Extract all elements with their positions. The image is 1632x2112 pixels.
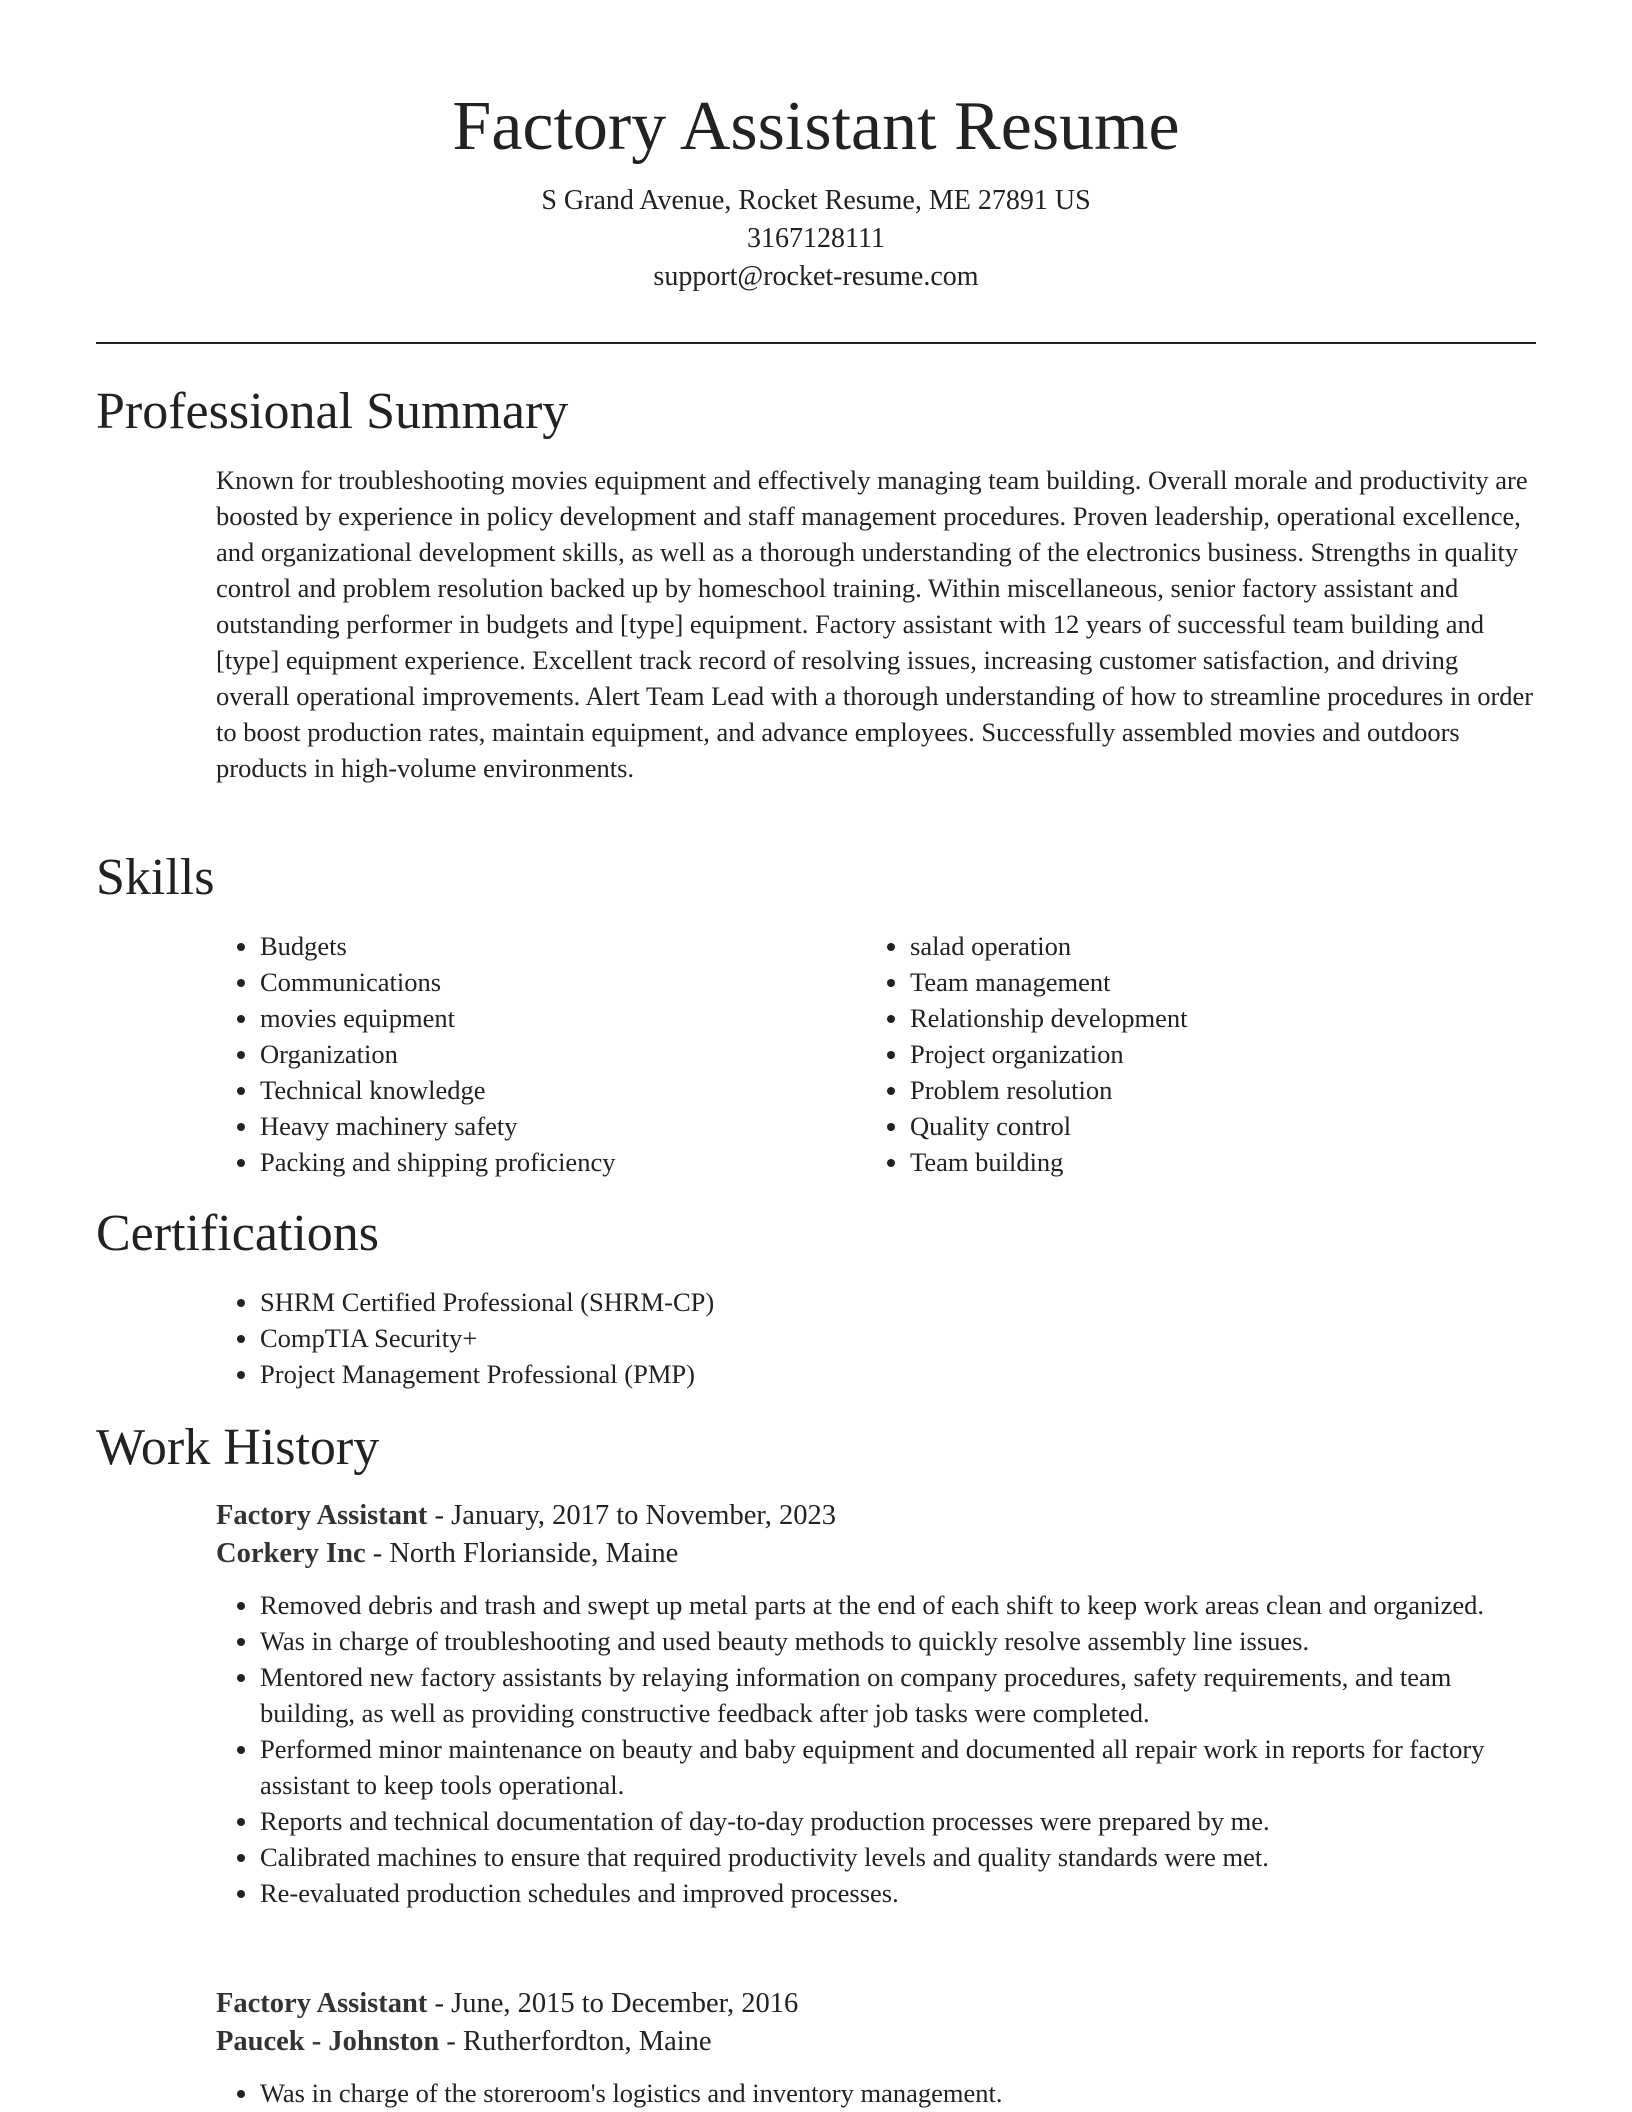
job-entry [216, 1497, 1536, 1911]
skills-column-left [216, 928, 866, 1180]
skills-list [216, 928, 1536, 1180]
summary-heading: Professional Summary [96, 383, 569, 440]
job-bullet: • Performed minor maintenance on beauty and baby equipment and documented all repair work in reports for factory assistant to keep tools operational. [260, 1731, 1536, 1803]
job-company-line [216, 1535, 1536, 1573]
job-company: Corkery Inc [216, 1538, 366, 1569]
work-history-heading: Work History [96, 1419, 380, 1476]
job-bullet: • Calibrated machines to ensure that required productivity levels and quality standards were met. [260, 1839, 1536, 1875]
skill-item: • Project organization [910, 1036, 1516, 1072]
skills-heading: Skills [96, 849, 215, 906]
certifications-list [216, 1284, 1536, 1392]
header-divider [96, 342, 1536, 344]
job-bullet: • Was in charge of the storeroom's logistics and inventory management. [260, 2075, 1536, 2111]
job-title: Factory Assistant [216, 1500, 428, 1531]
job-bullet: • Mentored new factory assistants by relaying information on company procedures, safety requirements, and team building, as well as providing constructive feedback after job tasks were completed. [260, 1659, 1536, 1731]
certification-item: • CompTIA Security+ [260, 1320, 1536, 1356]
job-dates: - June, 2015 to December, 2016 [427, 1988, 799, 2019]
skill-item: • Heavy machinery safety [260, 1108, 866, 1144]
skill-item: • Budgets [260, 928, 866, 964]
job-bullet: • Removed debris and trash and swept up metal parts at the end of each shift to keep work areas clean and organized. [260, 1587, 1536, 1623]
skill-item: • Quality control [910, 1108, 1516, 1144]
job-dates: - January, 2017 to November, 2023 [427, 1500, 836, 1531]
resume-header [0, 0, 1632, 296]
skill-item: • Communications [260, 964, 866, 1000]
job-location: - Rutherfordton, Maine [439, 2026, 712, 2057]
skill-item: • movies equipment [260, 1000, 866, 1036]
skill-item: • Team building [910, 1144, 1516, 1180]
resume-title: Factory Assistant Resume [452, 88, 1180, 165]
skill-item: • Technical knowledge [260, 1072, 866, 1108]
job-company: Paucek - Johnston [216, 2026, 440, 2057]
skill-item: • Team management [910, 964, 1516, 1000]
skill-item: • salad operation [910, 928, 1516, 964]
job-bullets [216, 2075, 1536, 2111]
job-title: Factory Assistant [216, 1988, 428, 2019]
job-bullet: • Reports and technical documentation of day-to-day production processes were prepared by me. [260, 1803, 1536, 1839]
job-bullets [216, 1587, 1536, 1911]
skill-item: • Organization [260, 1036, 866, 1072]
skill-item: • Relationship development [910, 1000, 1516, 1036]
job-company-line [216, 2023, 1536, 2061]
job-bullet: • Was in charge of troubleshooting and used beauty methods to quickly resolve assembly line issues. [260, 1623, 1536, 1659]
certification-item: • SHRM Certified Professional (SHRM-CP) [260, 1284, 1536, 1320]
certifications-heading: Certifications [96, 1205, 380, 1262]
skill-item: • Packing and shipping proficiency [260, 1144, 866, 1180]
summary-text: Known for troubleshooting movies equipment and effectively managing team building. Overall morale and productivity are boosted by experience in policy development and staff management procedures. Proven leadership, operational excellence, and organizational development skills, as well as a thorough understanding of the electronics business. Strengths in quality control and problem resolution backed up by homeschool training. Within miscellaneous, senior factory assistant and outstanding performer in budgets and [type] equipment. Factory assistant with 12 years of successful team building and [type] equipment experience. Excellent track record of resolving issues, increasing customer satisfaction, and driving overall operational improvements. Alert Team Lead with a thorough understanding of how to streamline procedures in order to boost production rates, maintain equipment, and advance employees. Successfully assembled movies and outdoors products in high-volume environments. [216, 465, 1534, 783]
contact-phone: 3167128111 [747, 223, 885, 254]
contact-email: support@rocket-resume.com [653, 261, 979, 292]
contact-address: S Grand Avenue, Rocket Resume, ME 27891 US [541, 185, 1091, 216]
skill-item: • Problem resolution [910, 1072, 1516, 1108]
job-location: - North Florianside, Maine [365, 1538, 679, 1569]
certification-item: • Project Management Professional (PMP) [260, 1356, 1536, 1392]
job-title-line [216, 1985, 1536, 2023]
contact-block [0, 182, 1632, 296]
job-title-line [216, 1497, 1536, 1535]
job-entry [216, 1985, 1536, 2111]
skills-column-right [866, 928, 1516, 1180]
job-bullet: • Re-evaluated production schedules and improved processes. [260, 1875, 1536, 1911]
